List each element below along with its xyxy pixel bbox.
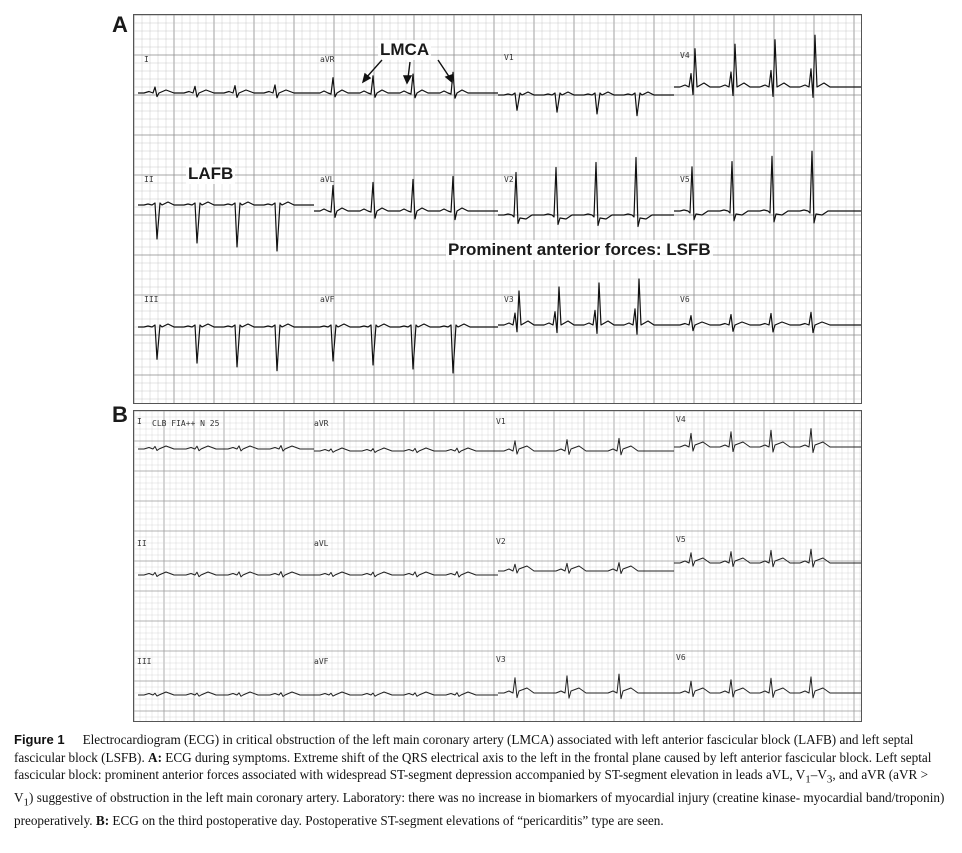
lead-label-v6: V6 (680, 295, 690, 304)
caption-text-1: Electrocardiogram (ECG) in critical obstruction of the left main coronary artery (LMCA) associated with left anterior fascicular block (LAFB) and left septal fascicular block (LSFB). (14, 732, 914, 765)
caption-sub-3: 1 (23, 796, 30, 809)
lead-label-avr: aVR (320, 55, 335, 64)
lead-label-avf: aVF (320, 295, 335, 304)
ecg-panel-a (133, 14, 862, 404)
lead-label-v1: V1 (504, 53, 514, 62)
panel-b-header-text: CLB FIA++ N 25 (152, 419, 220, 428)
ecg-tracing-a (134, 15, 861, 403)
ecg-tracing-b (134, 411, 861, 721)
lead-label-b-v3: V3 (496, 655, 506, 664)
annotation-lafb: LAFB (188, 164, 234, 183)
lead-label-b-avr: aVR (314, 419, 329, 428)
lead-label-b-i: I (137, 417, 142, 426)
ecg-grid (134, 15, 861, 403)
lead-label-b-v1: V1 (496, 417, 506, 426)
figure-caption (14, 731, 950, 830)
lead-label-v5: V5 (680, 175, 690, 184)
ecg-trace (138, 324, 314, 371)
lead-label-avl: aVL (320, 175, 335, 184)
caption-text-2b: –V (810, 767, 827, 782)
lead-label-b-v6: V6 (676, 653, 686, 662)
ecg-trace (498, 158, 674, 227)
ecg-trace (674, 429, 861, 453)
lead-label-i: I (144, 55, 149, 64)
ecg-trace (138, 202, 314, 251)
panel-a-letter: A (112, 12, 128, 37)
lead-label-ii: II (144, 175, 154, 184)
lead-label-v4: V4 (680, 51, 690, 60)
ecg-panel-b (133, 410, 862, 722)
caption-a-label: A: (148, 749, 162, 765)
lead-label-b-avf: aVF (314, 657, 329, 666)
ecg-trace (314, 692, 498, 696)
caption-sub-2: 3 (826, 773, 833, 786)
lead-label-b-v5: V5 (676, 535, 686, 544)
ecg-grid (134, 411, 861, 721)
lead-label-iii: III (144, 295, 159, 304)
panel-b-letter: B (112, 402, 128, 427)
lead-label-v2: V2 (504, 175, 514, 184)
ecg-trace (314, 448, 498, 453)
caption-b-label: B: (95, 813, 110, 829)
caption-text-2: ECG during symptoms. Extreme shift of the QRS electrical axis to the left in the frontal plane caused by left anterior fascicular block. Left septal fascicular block: prominent anterior forces associated with widespread ST-segment depression accompanied by ST-segment elevation in leads aVL, V (14, 749, 932, 782)
annotation-lmca: LMCA (380, 40, 430, 59)
ecg-trace (498, 563, 674, 574)
lead-label-b-v4: V4 (676, 415, 686, 424)
ecg-trace (674, 677, 861, 698)
ecg-trace (498, 279, 674, 334)
caption-sub-1: 1 (805, 773, 811, 786)
figure-label: Figure 1 (14, 732, 65, 747)
annotation-lsfb: Prominent anterior forces: LSFB (448, 240, 711, 259)
lead-label-v3: V3 (504, 295, 514, 304)
ecg-trace (498, 674, 674, 699)
caption-text-2c: , and aVR (aVR > V (14, 767, 929, 806)
ecg-trace (674, 549, 861, 567)
ecg-trace (498, 92, 674, 116)
ecg-trace (314, 572, 498, 578)
lead-label-b-avl: aVL (314, 539, 329, 548)
lead-label-b-ii: II (137, 539, 147, 548)
lead-label-b-v2: V2 (496, 537, 506, 546)
lead-label-b-iii: III (137, 657, 152, 666)
caption-text-4: ECG on the third postoperative day. Postoperative ST-segment elevations of “pericarditis” type are seen. (109, 813, 664, 829)
caption-text-3: ) suggestive of obstruction in the left main coronary artery. Laboratory: there was no increase in biomarkers of myocardial injury (creatine kinase- myocardial band/troponin) preoperatively. (14, 790, 945, 829)
